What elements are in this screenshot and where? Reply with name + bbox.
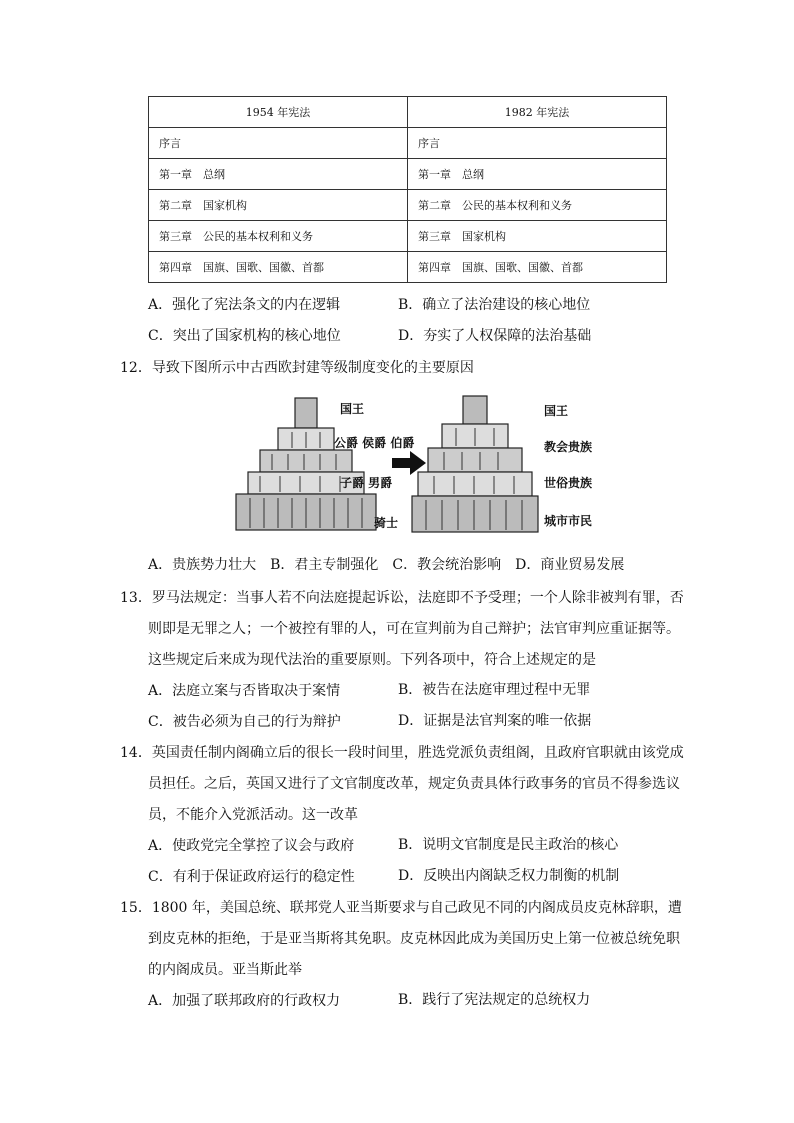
q14-option-a: A．使政党完全掌控了议会与政府 [148,838,355,854]
table-cell: 第三章 国家机构 [408,221,667,252]
table-row [149,221,667,252]
label-citizens: 城市市民 [544,514,593,528]
q11-option-d: D．夯实了人权保障的法治基础 [398,328,592,344]
label-king-right: 国王 [544,404,569,418]
table-row [149,159,667,190]
q14-line: 员担任。之后，英国又进行了文官制度改革，规定负责具体行政事务的官员不得参选议 [148,776,680,792]
arrow-right-icon [392,451,426,475]
table-header-cell: 1954 年宪法 [149,97,408,128]
q15-option-b: B．践行了宪法规定的总统权力 [398,992,591,1008]
label-king-left: 国王 [340,402,365,416]
label-knight: 骑士 [374,516,399,530]
q14-option-b: B．说明文官制度是民主政治的核心 [398,837,619,853]
q13-option-c: C．被告必须为自己的行为辩护 [148,714,341,730]
q12-options: A．贵族势力壮大 B．君主专制强化 C．教会统治影响 D．商业贸易发展 [148,557,625,573]
q14-option-d: D．反映出内阁缺乏权力制衡的机制 [398,868,620,884]
q13-line: 则即是无罪之人；一个被控有罪的人，可在宣判前为自己辩护；法官审判应重证据等。 [148,621,680,637]
q15-line: 的内阁成员。亚当斯此举 [148,962,302,978]
q14-option-c: C．有利于保证政府运行的稳定性 [148,869,355,885]
table-header-row [149,97,667,128]
table-row [149,252,667,283]
q11-option-c: C．突出了国家机构的核心地位 [148,328,341,344]
q14-line: 14．英国责任制内阁确立后的很长一段时间里，胜选党派负责组阁，且政府官职就由该党成 [120,745,684,761]
q15-option-a: A．加强了联邦政府的行政权力 [148,993,341,1009]
q13-option-a: A．法庭立案与否皆取决于案情 [148,683,341,699]
table-header-cell: 1982 年宪法 [408,97,667,128]
q11-option-b: B．确立了法治建设的核心地位 [398,297,591,313]
table-cell: 第一章 总纲 [408,159,667,190]
q14-line: 员，不能介入党派活动。这一改革 [148,807,358,823]
label-nobles: 公爵 侯爵 伯爵 [334,436,415,450]
table-cell: 第四章 国旗、国歌、国徽、首都 [408,252,667,283]
q13-option-b: B．被告在法庭审理过程中无罪 [398,682,591,698]
right-pyramid [412,396,538,532]
q15-line: 到皮克林的拒绝，于是亚当斯将其免职。皮克林因此成为美国历史上第一位被总统免职 [148,931,680,947]
q13-line: 13．罗马法规定：当事人若不向法庭提起诉讼，法庭即不予受理；一个人除非被判有罪，否 [120,590,684,606]
table-cell: 第二章 公民的基本权利和义务 [408,190,667,221]
table-cell: 序言 [408,128,667,159]
q12-stem: 12．导致下图所示中古西欧封建等级制度变化的主要原因 [120,360,474,376]
table-row [149,190,667,221]
table-cell: 序言 [149,128,408,159]
q11-option-a: A．强化了宪法条文的内在逻辑 [148,297,341,313]
q15-line: 15．1800 年，美国总统、联邦党人亚当斯要求与自己政见不同的内阁成员皮克林辞职，遭 [120,900,682,916]
label-church-nobles: 教会贵族 [544,440,593,454]
constitution-table [148,96,667,283]
feudal-hierarchy-figure [230,388,630,540]
q13-line: 这些规定后来成为现代法治的重要原则。下列各项中，符合上述规定的是 [148,652,596,668]
table-cell: 第一章 总纲 [149,159,408,190]
label-secular-nobles: 世俗贵族 [544,476,593,490]
table-cell: 第三章 公民的基本权利和义务 [149,221,408,252]
table-row [149,128,667,159]
table-cell: 第二章 国家机构 [149,190,408,221]
left-pyramid [236,398,376,530]
label-lower-nobles: 子爵 男爵 [340,476,393,490]
q13-option-d: D．证据是法官判案的唯一依据 [398,713,592,729]
table-cell: 第四章 国旗、国歌、国徽、首都 [149,252,408,283]
